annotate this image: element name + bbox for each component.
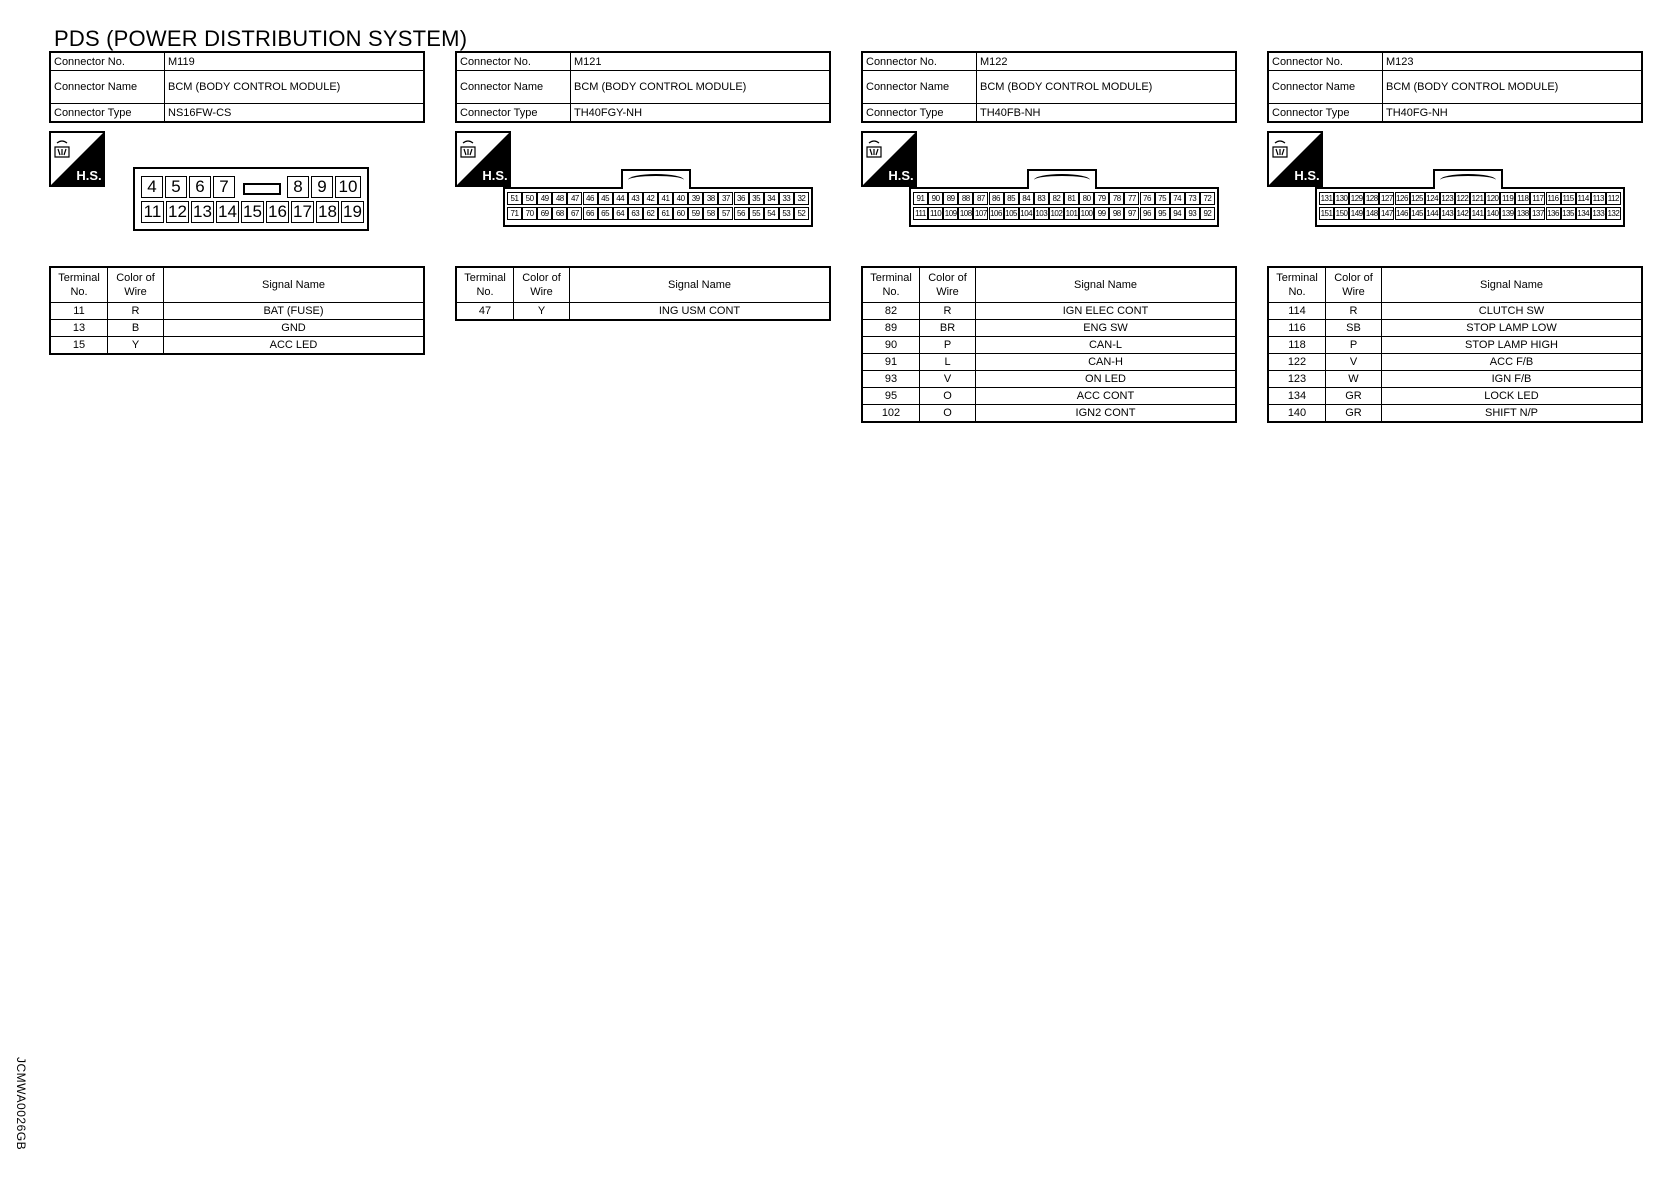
connector-key — [243, 183, 281, 195]
pin: 144 — [1426, 209, 1439, 218]
wire-color-cell: Y — [514, 303, 570, 321]
pin: 44 — [613, 192, 628, 205]
terminal-table — [861, 266, 1237, 423]
table-row — [862, 337, 1236, 354]
pin: 12 — [166, 201, 189, 223]
pin: 61 — [658, 207, 673, 220]
pin: 49 — [537, 192, 552, 205]
connector-face — [1315, 169, 1625, 257]
pin: 149 — [1350, 209, 1363, 218]
pin: 19 — [341, 201, 364, 223]
pin: 83 — [1034, 192, 1049, 205]
pin: 71 — [507, 207, 522, 220]
connector-number-label: Connector No. — [456, 52, 571, 71]
pin: 34 — [764, 192, 779, 205]
pin: 69 — [537, 207, 552, 220]
connector-info-table — [455, 51, 831, 123]
pin: 93 — [1185, 207, 1200, 220]
pin: 116 — [1547, 194, 1559, 203]
signal-name-cell: IGN ELEC CONT — [976, 303, 1237, 320]
terminal-no-cell: 11 — [50, 303, 108, 320]
pin: 53 — [779, 207, 794, 220]
hs-badge-label: H.S. — [76, 168, 102, 183]
connector-number-value: M119 — [165, 52, 425, 71]
connector-face-view — [455, 123, 831, 266]
terminal-no-cell: 90 — [862, 337, 920, 354]
connector-face-view — [49, 123, 425, 266]
terminal-no-cell: 134 — [1268, 388, 1326, 405]
page-title: PDS (POWER DISTRIBUTION SYSTEM) — [54, 26, 468, 51]
terminal-table-header — [862, 267, 1236, 303]
pin: 113 — [1592, 194, 1604, 203]
pin: 67 — [567, 207, 582, 220]
latch-arc — [628, 174, 684, 186]
pin: 42 — [643, 192, 658, 205]
pin: 8 — [287, 176, 309, 198]
connector-type-value: TH40FG-NH — [1383, 104, 1643, 123]
wire-color-cell: P — [920, 337, 976, 354]
terminal-no-header: Terminal No. — [1268, 267, 1326, 303]
color-of-wire-header: Color of Wire — [920, 267, 976, 303]
connector-latch — [1027, 169, 1097, 189]
pin: 17 — [291, 201, 314, 223]
connector-block — [49, 51, 425, 355]
signal-name-cell: CLUTCH SW — [1382, 303, 1643, 320]
terminal-no-cell: 91 — [862, 354, 920, 371]
signal-name-cell: IGN2 CONT — [976, 405, 1237, 423]
pin: 107 — [974, 209, 987, 218]
terminal-no-cell: 13 — [50, 320, 108, 337]
pin: 150 — [1335, 209, 1348, 218]
pin: 40 — [673, 192, 688, 205]
pin: 58 — [703, 207, 718, 220]
pin: 45 — [598, 192, 613, 205]
pin: 37 — [718, 192, 733, 205]
terminal-no-cell: 118 — [1268, 337, 1326, 354]
wire-color-cell: B — [108, 320, 164, 337]
pin: 111 — [913, 207, 928, 220]
wire-color-cell: GR — [1326, 388, 1382, 405]
connector-name-value: BCM (BODY CONTROL MODULE) — [165, 71, 425, 104]
signal-name-cell: ING USM CONT — [570, 303, 831, 321]
pin: 85 — [1004, 192, 1019, 205]
pin: 112 — [1607, 194, 1620, 203]
signal-name-cell: IGN F/B — [1382, 371, 1643, 388]
pin: 79 — [1094, 192, 1109, 205]
table-row — [862, 405, 1236, 423]
signal-name-cell: SHIFT N/P — [1382, 405, 1643, 423]
wire-color-cell: L — [920, 354, 976, 371]
pin: 103 — [1035, 209, 1048, 218]
connector-type-label: Connector Type — [456, 104, 571, 123]
pin: 63 — [628, 207, 643, 220]
pin: 74 — [1170, 192, 1185, 205]
pin: 104 — [1020, 209, 1033, 218]
wire-color-cell: BR — [920, 320, 976, 337]
connector-type-label: Connector Type — [1268, 104, 1383, 123]
harness-side-icon — [49, 131, 105, 187]
table-row — [1268, 405, 1642, 423]
pin: 72 — [1200, 192, 1215, 205]
connector-name-label: Connector Name — [50, 71, 165, 104]
pin: 68 — [552, 207, 567, 220]
connector-face — [133, 167, 369, 231]
table-row — [862, 320, 1236, 337]
signal-name-header: Signal Name — [1382, 267, 1643, 303]
pin: 13 — [191, 201, 214, 223]
pin: 76 — [1140, 192, 1155, 205]
signal-name-cell: ACC F/B — [1382, 354, 1643, 371]
terminal-no-cell: 123 — [1268, 371, 1326, 388]
pin: 54 — [764, 207, 779, 220]
terminal-no-cell: 89 — [862, 320, 920, 337]
connector-type-label: Connector Type — [50, 104, 165, 123]
terminal-no-cell: 93 — [862, 371, 920, 388]
pin: 134 — [1577, 209, 1590, 218]
pin: 10 — [335, 176, 361, 198]
pin: 60 — [673, 207, 688, 220]
table-row — [50, 337, 424, 355]
connector-block — [861, 51, 1237, 423]
signal-name-cell: STOP LAMP LOW — [1382, 320, 1643, 337]
latch-arc — [1440, 174, 1496, 186]
signal-name-cell: ACC CONT — [976, 388, 1237, 405]
pin: 5 — [165, 176, 187, 198]
connector-face — [909, 169, 1219, 257]
pin: 151 — [1320, 209, 1333, 218]
terminal-table — [1267, 266, 1643, 423]
connector-name-value: BCM (BODY CONTROL MODULE) — [571, 71, 831, 104]
pin: 94 — [1170, 207, 1185, 220]
connector-name-value: BCM (BODY CONTROL MODULE) — [977, 71, 1237, 104]
pin: 146 — [1396, 209, 1408, 218]
color-of-wire-header: Color of Wire — [514, 267, 570, 303]
pin: 56 — [734, 207, 749, 220]
connector-name-label: Connector Name — [456, 71, 571, 104]
hs-badge-label: H.S. — [482, 168, 508, 183]
figure-code: JCMWA0026GB — [14, 1057, 28, 1151]
table-row — [1268, 354, 1642, 371]
terminal-no-cell: 102 — [862, 405, 920, 423]
pin: 130 — [1335, 194, 1348, 203]
pin: 75 — [1155, 192, 1170, 205]
pin: 137 — [1531, 209, 1544, 218]
connector-number-value: M123 — [1383, 52, 1643, 71]
signal-name-cell: GND — [164, 320, 425, 337]
pin: 6 — [189, 176, 211, 198]
pin: 105 — [1005, 209, 1018, 218]
signal-name-header: Signal Name — [570, 267, 831, 303]
pin: 80 — [1079, 192, 1094, 205]
pin: 52 — [794, 207, 809, 220]
connector-number-value: M122 — [977, 52, 1237, 71]
wire-color-cell: V — [1326, 354, 1382, 371]
table-row — [862, 303, 1236, 320]
pin: 43 — [628, 192, 643, 205]
connector-number-label: Connector No. — [50, 52, 165, 71]
pin: 46 — [583, 192, 598, 205]
table-row — [862, 371, 1236, 388]
pin: 51 — [507, 192, 522, 205]
pin: 7 — [213, 176, 235, 198]
pin: 90 — [928, 192, 943, 205]
pin: 86 — [989, 192, 1004, 205]
pin: 70 — [522, 207, 537, 220]
connector-info-table — [861, 51, 1237, 123]
pin: 65 — [598, 207, 613, 220]
pin: 82 — [1049, 192, 1064, 205]
pin: 100 — [1080, 209, 1093, 218]
pin: 121 — [1471, 194, 1484, 203]
pin: 147 — [1380, 209, 1393, 218]
signal-name-cell: CAN-L — [976, 337, 1237, 354]
pin: 92 — [1200, 207, 1215, 220]
signal-name-cell: ENG SW — [976, 320, 1237, 337]
terminal-no-cell: 140 — [1268, 405, 1326, 423]
hs-badge-label: H.S. — [888, 168, 914, 183]
pin: 39 — [688, 192, 703, 205]
signal-name-cell: CAN-H — [976, 354, 1237, 371]
connector-number-label: Connector No. — [1268, 52, 1383, 71]
pin: 122 — [1456, 194, 1469, 203]
pin: 99 — [1094, 207, 1109, 220]
pin: 88 — [958, 192, 973, 205]
pin: 38 — [703, 192, 718, 205]
wire-color-cell: W — [1326, 371, 1382, 388]
pin: 15 — [241, 201, 264, 223]
pin: 55 — [749, 207, 764, 220]
pin: 133 — [1592, 209, 1605, 218]
wire-color-cell: O — [920, 405, 976, 423]
pin: 136 — [1547, 209, 1559, 218]
signal-name-cell: ACC LED — [164, 337, 425, 355]
connector-name-label: Connector Name — [862, 71, 977, 104]
pin: 148 — [1365, 209, 1378, 218]
connector-type-value: TH40FB-NH — [977, 104, 1237, 123]
pin: 57 — [718, 207, 733, 220]
pin: 115 — [1562, 194, 1574, 203]
connector-name-value: BCM (BODY CONTROL MODULE) — [1383, 71, 1643, 104]
pin: 36 — [734, 192, 749, 205]
pin: 139 — [1501, 209, 1514, 218]
connector-type-value: NS16FW-CS — [165, 104, 425, 123]
pin: 66 — [583, 207, 598, 220]
pin: 97 — [1124, 207, 1139, 220]
pin: 81 — [1064, 192, 1079, 205]
pin: 142 — [1456, 209, 1469, 218]
table-row — [1268, 388, 1642, 405]
wire-color-cell: GR — [1326, 405, 1382, 423]
connector-number-label: Connector No. — [862, 52, 977, 71]
pin: 87 — [973, 192, 988, 205]
connector-face-view — [861, 123, 1237, 266]
signal-name-cell: LOCK LED — [1382, 388, 1643, 405]
pin: 95 — [1155, 207, 1170, 220]
table-row — [862, 354, 1236, 371]
terminal-no-header: Terminal No. — [50, 267, 108, 303]
color-of-wire-header: Color of Wire — [1326, 267, 1382, 303]
terminal-table — [455, 266, 831, 321]
signal-name-cell: ON LED — [976, 371, 1237, 388]
pin: 117 — [1532, 194, 1544, 203]
wire-color-cell: SB — [1326, 320, 1382, 337]
signal-name-cell: STOP LAMP HIGH — [1382, 337, 1643, 354]
connector-number-value: M121 — [571, 52, 831, 71]
latch-arc — [1034, 174, 1090, 186]
pin: 78 — [1109, 192, 1124, 205]
pin: 131 — [1320, 194, 1333, 203]
signal-name-header: Signal Name — [976, 267, 1237, 303]
pin: 129 — [1350, 194, 1363, 203]
terminal-no-cell: 122 — [1268, 354, 1326, 371]
wire-color-cell: O — [920, 388, 976, 405]
pin: 127 — [1380, 194, 1393, 203]
pin: 32 — [794, 192, 809, 205]
color-of-wire-header: Color of Wire — [108, 267, 164, 303]
pin: 89 — [943, 192, 958, 205]
connector-face-view — [1267, 123, 1643, 266]
terminal-table-header — [1268, 267, 1642, 303]
pin: 91 — [913, 192, 928, 205]
pin: 59 — [688, 207, 703, 220]
signal-name-cell: BAT (FUSE) — [164, 303, 425, 320]
connector-name-label: Connector Name — [1268, 71, 1383, 104]
terminal-table — [49, 266, 425, 355]
table-row — [456, 303, 830, 321]
pin: 119 — [1502, 194, 1514, 203]
connector-latch — [1433, 169, 1503, 189]
connector-face — [503, 169, 813, 257]
pin: 132 — [1607, 209, 1620, 218]
pin: 106 — [990, 209, 1002, 218]
pin: 140 — [1486, 209, 1499, 218]
pin: 35 — [749, 192, 764, 205]
wire-color-cell: R — [920, 303, 976, 320]
pin: 64 — [613, 207, 628, 220]
pin: 108 — [959, 209, 972, 218]
terminal-no-cell: 95 — [862, 388, 920, 405]
pin: 14 — [216, 201, 239, 223]
pin: 143 — [1441, 209, 1454, 218]
wire-color-cell: V — [920, 371, 976, 388]
pin: 47 — [567, 192, 582, 205]
terminal-no-cell: 82 — [862, 303, 920, 320]
terminal-no-cell: 114 — [1268, 303, 1326, 320]
connector-block — [455, 51, 831, 321]
pin: 33 — [779, 192, 794, 205]
wire-color-cell: Y — [108, 337, 164, 355]
pin: 62 — [643, 207, 658, 220]
table-row — [862, 388, 1236, 405]
wire-color-cell: P — [1326, 337, 1382, 354]
terminal-no-cell: 116 — [1268, 320, 1326, 337]
terminal-no-cell: 15 — [50, 337, 108, 355]
table-row — [1268, 303, 1642, 320]
connector-type-label: Connector Type — [862, 104, 977, 123]
pin: 123 — [1441, 194, 1454, 203]
pin: 50 — [522, 192, 537, 205]
connector-latch — [621, 169, 691, 189]
pin: 101 — [1065, 209, 1078, 218]
pin: 102 — [1050, 209, 1063, 218]
table-row — [1268, 337, 1642, 354]
pin: 128 — [1365, 194, 1378, 203]
table-row — [50, 303, 424, 320]
table-row — [1268, 371, 1642, 388]
pin: 9 — [311, 176, 333, 198]
pin: 120 — [1486, 194, 1499, 203]
table-row — [1268, 320, 1642, 337]
wire-color-cell: R — [108, 303, 164, 320]
pin: 109 — [944, 209, 957, 218]
pin: 118 — [1517, 194, 1529, 203]
table-row — [50, 320, 424, 337]
pin: 135 — [1562, 209, 1575, 218]
wire-color-cell: R — [1326, 303, 1382, 320]
connector-type-value: TH40FGY-NH — [571, 104, 831, 123]
pin: 126 — [1396, 194, 1408, 203]
pin: 4 — [141, 176, 163, 198]
pin: 125 — [1411, 194, 1424, 203]
hs-badge-label: H.S. — [1294, 168, 1320, 183]
pin: 124 — [1426, 194, 1439, 203]
pin: 77 — [1124, 192, 1139, 205]
pin: 84 — [1019, 192, 1034, 205]
connector-info-table — [1267, 51, 1643, 123]
terminal-no-header: Terminal No. — [862, 267, 920, 303]
terminal-table-header — [456, 267, 830, 303]
connector-block — [1267, 51, 1643, 423]
connector-info-table — [49, 51, 425, 123]
pin: 18 — [316, 201, 339, 223]
pin: 11 — [141, 201, 164, 223]
pin: 41 — [658, 192, 673, 205]
signal-name-header: Signal Name — [164, 267, 425, 303]
pin: 114 — [1577, 194, 1589, 203]
pin: 73 — [1185, 192, 1200, 205]
pin: 98 — [1109, 207, 1124, 220]
pin: 16 — [266, 201, 289, 223]
pin: 48 — [552, 192, 567, 205]
pin: 110 — [929, 209, 942, 218]
pin: 96 — [1140, 207, 1155, 220]
pin: 145 — [1411, 209, 1424, 218]
terminal-no-header: Terminal No. — [456, 267, 514, 303]
pin: 138 — [1516, 209, 1529, 218]
pin: 141 — [1471, 209, 1484, 218]
terminal-table-header — [50, 267, 424, 303]
terminal-no-cell: 47 — [456, 303, 514, 321]
